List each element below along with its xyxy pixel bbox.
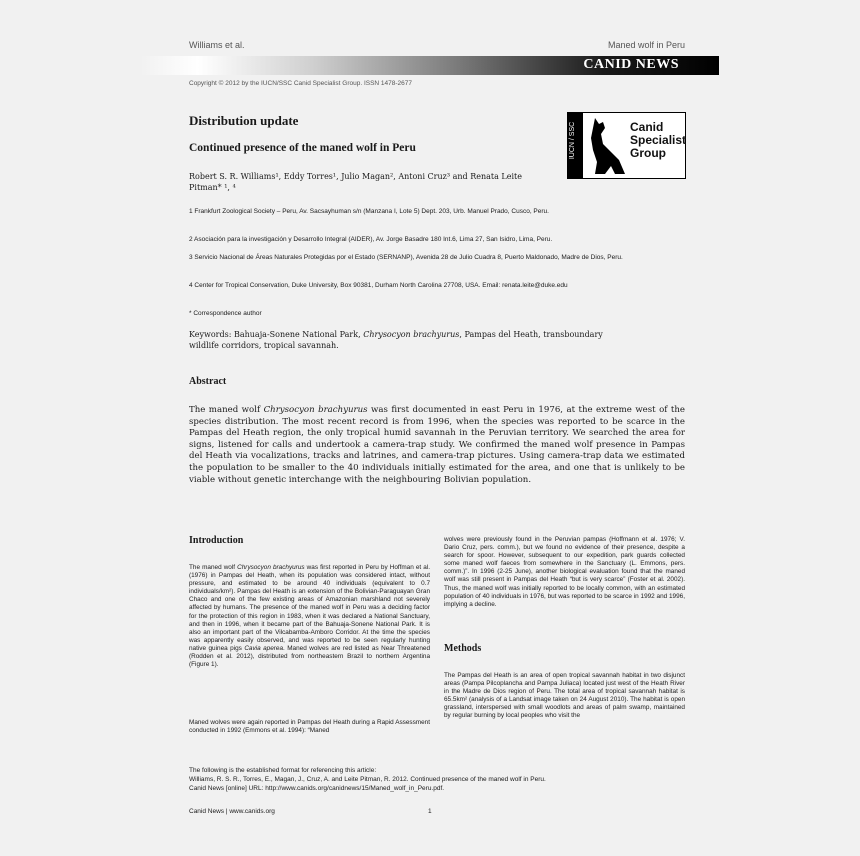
abstract-text: was first documented in east Peru in 1976, at the extreme west of the species distribution. The most recent record is from 1996, when the species was reported to be scarce in the Pampas del Heath region, the only tropical humid savannah in the Peruvian territory. We searched the area for signs, listened for calls and undertook a camera-trap study. We confirmed the maned wolf presence in Pampas del Heath via vocalizations, tracks and latrines, and camera-trap pictures. Using camera-trap data we estimated the population to be smaller to the 40 individuals initially estimated for the area, and one that is unlikely to be viable without genetic interchange with the neighbouring Bolivian population. — [189, 405, 685, 485]
methods-paragraph: The Pampas del Heath is an area of open tropical savannah habitat in two disjunct areas (Pampa Pilcoplancha and Pampa Juliaca) located just west of the Heath River in the Madre de Dios region of Peru. The total area of tropical savannah habitat is 65.5km² (analysis of a Landsat image taken on 24 August 2010). The habitat is open grassland, interspersed with small woodlots and areas of palm swamp, maintained by regular burning by local peoples who visit the — [444, 672, 685, 720]
author-list — [189, 171, 539, 193]
authors-line-1: Robert S. R. Williams¹, Eddy Torres¹, Julio Magan², Antoni Cruz³ and Renata Leite — [189, 172, 522, 181]
logo-side-bar — [568, 113, 583, 178]
reference-citation: Williams, R. S. R., Torres, E., Magan, J., Cruz, A. and Leite Pitman, R. 2012. Continued presence of the maned wolf in Peru. — [189, 776, 546, 783]
intro-p1-a: The maned wolf — [189, 564, 238, 571]
logo-line1: Canid — [630, 120, 664, 134]
intro-p1-c: . Maned wolves are red listed as Near Threatened (Rodden et al. 2012), distributed from northeastern Brazil to northern Argentina (Figure 1). — [189, 644, 430, 669]
intro-p1-b: was first reported in Peru by Hoffman et al. (1976) in Pampas del Heath, when its population was considered intact, without pressure, and estimated to be around 40 individuals (equivalent to 0.7 individuals/km²). Pampas del Heath is an extension of the Bolivian-Paraguayan Gran Chaco and one of the few existing areas of Amazonian marshland not severely affected by humans. The presence of the maned wolf in Peru was a deciding factor for the protection of this region in 1983, when it was declared a National Sanctuary, and then in 1996, when it became part of the Bahuaja-Sonene National Park. It is also an important part of the Vilcabamba-Amboro Corridor. At the time the species was apparently easily observed, and was reported to be seen regularly hunting native guinea pigs — [189, 564, 431, 652]
methods-heading: Methods — [444, 643, 482, 654]
reference-url: Canid News [online] URL: http://www.canids.org/canidnews/15/Maned_wolf_in_Peru.pdf. — [189, 785, 445, 792]
page-number: 1 — [428, 808, 432, 815]
abstract-start: The maned wolf — [189, 405, 264, 415]
running-head-title: Maned wolf in Peru — [607, 40, 685, 50]
copyright-line: Copyright © 2012 by the IUCN/SSC Canid Specialist Group. ISSN 1478-2677 — [189, 80, 413, 87]
logo-side-text: IUCN / SSC — [569, 121, 577, 160]
reference-intro: The following is the established format for referencing this article: — [189, 767, 377, 774]
running-head-authors: Williams et al. — [189, 40, 245, 50]
intro-p1-cavia: Cavia aperea — [244, 644, 283, 652]
introduction-heading: Introduction — [189, 535, 244, 546]
right-column-paragraph: wolves were previously found in the Peruvian pampas (Hoffmann et al. 1976; V. Dario Cruz, pers. comm.), but we found no evidence of their presence, despite a search for spoor. However, subsequent to our expedition, park guards collected some maned wolf faeces from somewhere in the Sanctuary (L. Emmons, pers. comm.)”. In 1996 (2-25 June), another biological evaluation found that the maned wolf was still present in Pampas del Heath “but is very scarce” (Foster et al. 2002). Thus, the maned wolf was initially reported to be locally common, with an estimated population of 40 individuals in 1976, but was reported to be scarce in 1992 and 1996, implying a decline. — [444, 536, 685, 608]
wolf-silhouette-icon — [585, 116, 629, 176]
affiliation-1: 1 Frankfurt Zoological Society – Peru, Av. Sacsayhuman s/n (Manzana I, Lote 5) Dept. 203, Urb. Manuel Prado, Cusco, Peru. — [189, 208, 549, 215]
reference-footer — [189, 766, 649, 793]
introduction-paragraph-1 — [189, 564, 430, 669]
logo-text — [630, 121, 686, 160]
affiliation-2: 2 Asociación para la investigación y Desarrollo Integral (AIDER), Av. Jorge Basadre 180 Int.6, Lima 27, San Isidro, Lima, Peru. — [189, 236, 553, 243]
authors-line-2: Pitman* ¹, ⁴ — [189, 183, 236, 192]
logo-line2: Specialist — [630, 133, 687, 147]
keywords — [189, 329, 629, 351]
abstract-heading: Abstract — [189, 376, 227, 387]
article-title: Continued presence of the maned wolf in Peru — [189, 142, 416, 154]
logo-line3: Group — [630, 146, 666, 160]
affiliation-4: 4 Center for Tropical Conservation, Duke University, Box 90381, Durham North Carolina 27708, USA. Email: renata.leite@duke.edu — [189, 282, 568, 289]
keywords-label: Keywords: Bahuaja-Sonene National Park, — [189, 330, 364, 339]
keywords-rest: , Pampas del Heath, transboundary wildlife corridors, tropical savannah. — [189, 330, 603, 350]
article-category: Distribution update — [189, 113, 299, 128]
introduction-paragraph-2: Maned wolves were again reported in Pampas del Heath during a Rapid Assessment conducted in 1992 (Emmons et al. 1994): “Maned — [189, 719, 430, 735]
abstract-species: Chrysocyon brachyurus — [263, 405, 368, 415]
canid-specialist-group-logo — [567, 112, 686, 179]
abstract-body — [189, 405, 685, 486]
correspondence-note: * Correspondence author — [189, 310, 262, 317]
affiliation-3: 3 Servicio Nacional de Áreas Naturales Protegidas por el Estado (SERNANP), Avenida 28 de Julio Cuadra 8, Puerto Maldonado, Madre de Dios, Peru. — [189, 254, 623, 261]
keywords-species: Chrysocyon brachyurus — [363, 330, 460, 339]
journal-band — [140, 56, 719, 75]
page-footer-journal: Canid News | www.canids.org — [189, 808, 275, 815]
journal-name: CANID NEWS — [583, 57, 679, 72]
intro-p1-species: Chrysocyon brachyurus — [237, 564, 305, 571]
